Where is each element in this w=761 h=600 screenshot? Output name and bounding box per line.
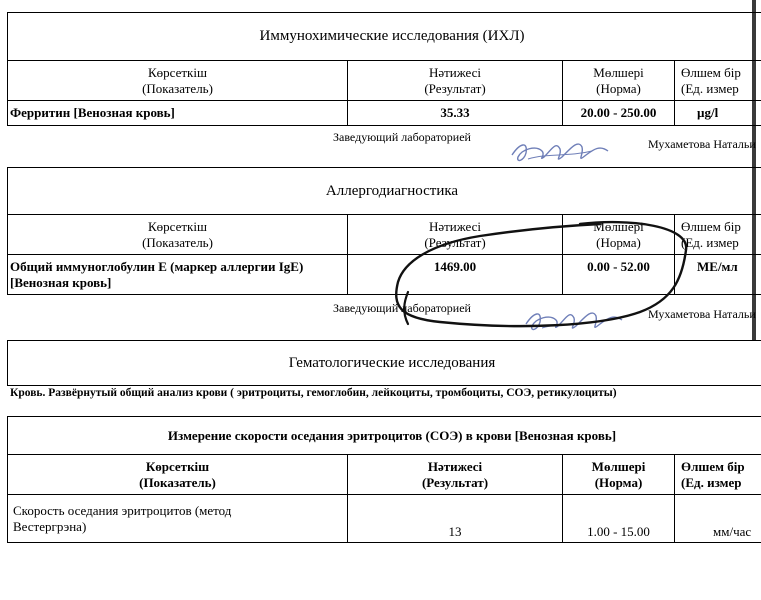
table-header-row <box>8 61 761 101</box>
row-unit: МЕ/мл <box>675 255 761 295</box>
test-title: Измерение скорости оседания эритроцитов (СОЭ) в крови [Венозная кровь] <box>167 427 617 443</box>
header-indicator: Көрсеткіш (Показатель) <box>8 61 348 101</box>
row-result: 1469.00 <box>348 255 563 295</box>
row-indicator: Ферритин [Венозная кровь] <box>8 101 348 126</box>
table-row <box>8 495 761 543</box>
hema-table <box>7 454 761 543</box>
table-header-row <box>8 455 761 495</box>
row-norm: 20.00 - 250.00 <box>563 101 675 126</box>
header-unit: Өлшем бір (Ед. измер <box>675 61 761 101</box>
signature-icon <box>508 133 618 167</box>
allergy-table <box>7 214 761 295</box>
row-norm: 0.00 - 52.00 <box>563 255 675 295</box>
row-result: 13 <box>348 495 563 543</box>
section-title-hema-text: Гематологические исследования <box>288 354 496 371</box>
table-header-row <box>8 215 761 255</box>
section-title-hema <box>7 340 761 386</box>
head-label: Заведующий лабораторией <box>333 130 471 144</box>
section-title-ixl-text: Иммунохимические исследования (ИХЛ) <box>259 28 525 44</box>
row-unit: µg/l <box>675 101 761 126</box>
header-result: Нәтижесі (Результат) <box>348 455 563 495</box>
header-result: Нәтижесі (Результат) <box>348 61 563 101</box>
hema-subtitle: Кровь. Развёрнутый общий анализ крови ( эритроциты, гемоглобин, лейкоциты, тромбоциты, СОЭ, ретикулоциты) <box>10 387 617 399</box>
table-row <box>8 255 761 295</box>
row-result: 35.33 <box>348 101 563 126</box>
header-norm: Мөлшері (Норма) <box>563 61 675 101</box>
header-result: Нәтижесі (Результат) <box>348 215 563 255</box>
section-title-allergy <box>7 167 761 215</box>
head-label: Заведующий лабораторией <box>333 301 471 315</box>
header-norm: Мөлшері (Норма) <box>563 455 675 495</box>
row-indicator: Скорость оседания эритроцитов (метод Вестергрэна) <box>8 495 348 543</box>
header-norm: Мөлшері (Норма) <box>563 215 675 255</box>
head-name: Мухаметова Натальи <box>648 137 756 151</box>
header-indicator: Көрсеткіш (Показатель) <box>8 455 348 495</box>
head-name: Мухаметова Натальи <box>648 307 756 321</box>
header-unit: Өлшем бір (Ед. измер <box>675 215 761 255</box>
signature-icon <box>522 300 632 334</box>
section-title-allergy-text: Аллергодиагностика <box>325 182 459 199</box>
row-norm: 1.00 - 15.00 <box>563 495 675 543</box>
row-indicator: Общий иммуноглобулин Е (маркер аллергии IgE) [Венозная кровь] <box>8 255 348 295</box>
header-indicator: Көрсеткіш (Показатель) <box>8 215 348 255</box>
row-unit: мм/час <box>675 495 761 543</box>
section-title-ixl <box>7 12 761 61</box>
test-title-box <box>7 416 761 455</box>
ixl-table <box>7 60 761 126</box>
header-unit: Өлшем бір (Ед. измер <box>675 455 761 495</box>
table-row <box>8 101 761 126</box>
